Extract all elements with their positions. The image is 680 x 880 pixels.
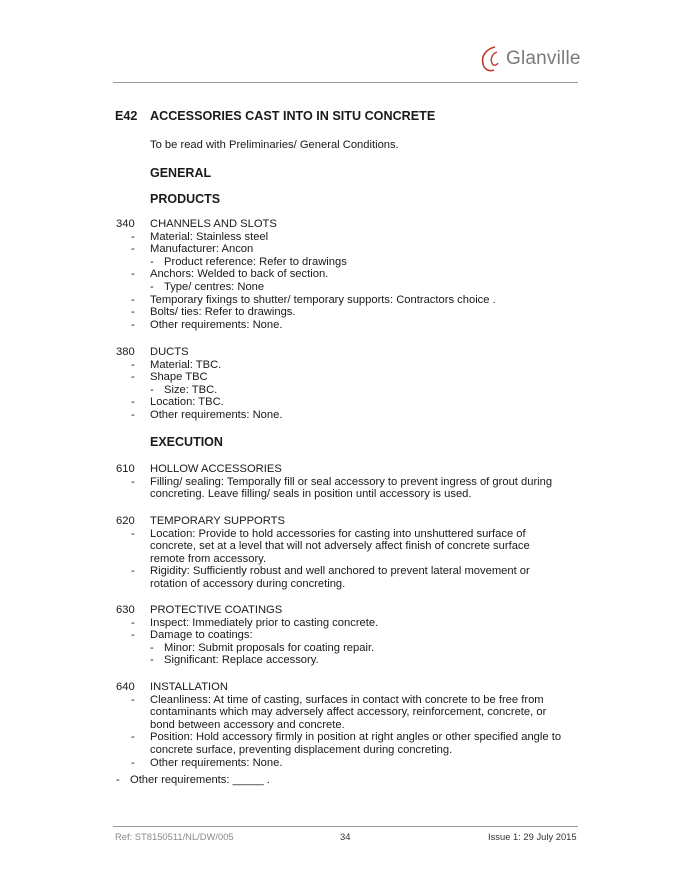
clause-title: INSTALLATION xyxy=(150,681,228,693)
heading-products: PRODUCTS xyxy=(150,192,221,206)
sub-item xyxy=(116,256,566,269)
item-text: Other requirements: None. xyxy=(150,756,283,769)
clause-title: PROTECTIVE COATINGS xyxy=(150,604,283,616)
list-item xyxy=(116,476,566,501)
logo-text: Glanville xyxy=(506,48,581,69)
dash: - xyxy=(131,371,135,384)
clause-title: CHANNELS AND SLOTS xyxy=(150,218,277,230)
list-item xyxy=(116,268,566,281)
dash: - xyxy=(131,306,135,319)
dash: - xyxy=(116,774,120,786)
clause-380 xyxy=(116,346,566,422)
sub-item xyxy=(116,384,566,397)
trailing-item-text: Other requirements: _____ . xyxy=(130,774,270,786)
dash: - xyxy=(150,641,154,654)
dash: - xyxy=(131,230,135,243)
clause-630 xyxy=(116,604,566,667)
page-number: 34 xyxy=(340,831,351,842)
list-item xyxy=(116,565,566,590)
dash: - xyxy=(131,616,135,629)
item-text: Other requirements: None. xyxy=(150,318,283,331)
clause-620 xyxy=(116,515,566,591)
clause-340 xyxy=(116,218,566,331)
dash: - xyxy=(150,654,154,667)
company-logo xyxy=(478,44,581,74)
item-text: Position: Hold accessory firmly in position at right angles or other specified angle to concrete surface, preventing displacement during concreting. xyxy=(150,731,562,756)
clause-title: HOLLOW ACCESSORIES xyxy=(150,463,282,475)
clause-number: 610 xyxy=(116,463,135,475)
clause-number: 620 xyxy=(116,515,135,527)
item-text: Filling/ sealing: Temporally fill or seal accessory to prevent ingress of grout during concreting. Leave filling/ seals in position until accessory is used. xyxy=(150,475,553,501)
item-text: Inspect: Immediately prior to casting concrete. xyxy=(150,616,379,629)
trailing-item xyxy=(116,774,270,786)
list-item xyxy=(116,243,566,256)
clause-number: 640 xyxy=(116,681,135,693)
list-item xyxy=(116,694,566,732)
sub-item xyxy=(116,654,566,667)
dash: - xyxy=(131,731,135,744)
dash: - xyxy=(131,475,135,488)
dash: - xyxy=(131,268,135,281)
item-text: Temporary fixings to shutter/ temporary supports: Contractors choice . xyxy=(150,293,496,306)
clause-640 xyxy=(116,681,566,769)
dash: - xyxy=(131,318,135,331)
dash: - xyxy=(131,756,135,769)
item-text: Material: TBC. xyxy=(150,358,222,371)
list-item xyxy=(116,359,566,372)
dash: - xyxy=(131,693,135,706)
clause-number: 380 xyxy=(116,346,135,358)
item-text: Shape TBC xyxy=(150,371,208,384)
list-item xyxy=(116,617,566,630)
section-title-text: ACCESSORIES CAST INTO IN SITU CONCRETE xyxy=(150,109,436,123)
list-item xyxy=(116,731,566,756)
dash: - xyxy=(150,280,154,293)
list-item xyxy=(116,409,566,422)
list-item xyxy=(116,629,566,642)
list-item xyxy=(116,396,566,409)
glanville-logo-icon xyxy=(478,44,504,74)
item-text: Rigidity: Sufficiently robust and well anchored to prevent lateral movement or rotation of accessory during concreting. xyxy=(150,565,530,590)
clause-610 xyxy=(116,463,566,501)
dash: - xyxy=(131,358,135,371)
section-title xyxy=(115,109,435,123)
sub-item-text: Product reference: Refer to drawings xyxy=(164,255,347,268)
item-text: Damage to coatings: xyxy=(150,629,253,642)
sub-item xyxy=(116,642,566,655)
item-text: Anchors: Welded to back of section. xyxy=(150,268,329,281)
heading-execution: EXECUTION xyxy=(150,435,223,449)
issue-date: Issue 1: 29 July 2015 xyxy=(488,831,577,842)
clause-number: 340 xyxy=(116,218,135,230)
section-intro: To be read with Preliminaries/ General Conditions. xyxy=(150,139,399,151)
dash: - xyxy=(150,255,154,268)
clause-title: DUCTS xyxy=(150,346,189,358)
dash: - xyxy=(150,383,154,396)
sub-item xyxy=(116,281,566,294)
item-text: Material: Stainless steel xyxy=(150,230,269,243)
dash: - xyxy=(131,243,135,256)
item-text: Location: TBC. xyxy=(150,396,224,409)
sub-item-text: Type/ centres: None xyxy=(164,280,265,293)
item-text: Cleanliness: At time of casting, surfaces in contact with concrete to be free from contaminants which may adversely affect accessory, reinforcement, concrete, or bond between accessory and concrete. xyxy=(150,693,547,731)
item-text: Manufacturer: Ancon xyxy=(150,243,254,256)
dash: - xyxy=(131,396,135,409)
item-text: Other requirements: None. xyxy=(150,408,283,421)
section-code: E42 xyxy=(115,109,138,123)
list-item xyxy=(116,757,566,770)
sub-item-text: Size: TBC. xyxy=(164,383,218,396)
dash: - xyxy=(131,629,135,642)
dash: - xyxy=(131,565,135,578)
dash: - xyxy=(131,293,135,306)
list-item xyxy=(116,371,566,384)
list-item xyxy=(116,231,566,244)
clause-number: 630 xyxy=(116,604,135,616)
sub-item-text: Significant: Replace accessory. xyxy=(164,654,319,667)
sub-item-text: Minor: Submit proposals for coating repair. xyxy=(164,641,375,654)
footer-rule xyxy=(113,826,578,827)
dash: - xyxy=(131,527,135,540)
list-item xyxy=(116,294,566,307)
list-item xyxy=(116,319,566,332)
clause-title: TEMPORARY SUPPORTS xyxy=(150,515,285,527)
item-text: Location: Provide to hold accessories for casting into unshuttered surface of concrete, set at a level that will not adversely affect finish of concrete surface remote from accessory. xyxy=(150,527,530,565)
list-item xyxy=(116,306,566,319)
heading-general: GENERAL xyxy=(150,166,212,180)
item-text: Bolts/ ties: Refer to drawings. xyxy=(150,306,296,319)
list-item xyxy=(116,528,566,566)
header-rule xyxy=(113,82,578,83)
dash: - xyxy=(131,408,135,421)
footer-reference: Ref: ST8150511/NL/DW/005 xyxy=(115,831,234,842)
